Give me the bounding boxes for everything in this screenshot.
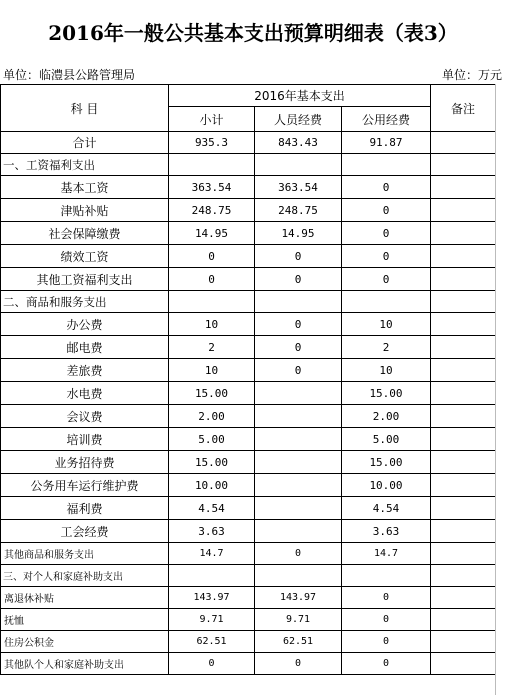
cell-public: 0 [342, 176, 431, 199]
empty-cell [342, 291, 431, 313]
cell-note [431, 653, 496, 675]
row-label: 津贴补贴 [1, 199, 169, 222]
row-label: 会议费 [1, 405, 169, 428]
cell-note [431, 520, 496, 543]
empty-cell [169, 291, 255, 313]
cell-personnel [255, 451, 342, 474]
cell-subtotal: 15.00 [169, 451, 255, 474]
header-subject: 科 目 [1, 85, 169, 132]
table-row [1, 245, 496, 268]
cell-note [431, 474, 496, 497]
cell-note [431, 609, 496, 631]
cell-public: 0 [342, 609, 431, 631]
empty-cell [255, 565, 342, 587]
row-label: 绩效工资 [1, 245, 169, 268]
row-label: 社会保障缴费 [1, 222, 169, 245]
cell-public: 0 [342, 199, 431, 222]
cell-public: 0 [342, 245, 431, 268]
table-row [1, 520, 496, 543]
cell-public: 3.63 [342, 520, 431, 543]
table-row [1, 313, 496, 336]
unit-row [0, 62, 506, 84]
table-row [1, 382, 496, 405]
cell-note [431, 359, 496, 382]
header-public: 公用经费 [342, 107, 431, 132]
cell-personnel: 14.95 [255, 222, 342, 245]
cell-public: 0 [342, 587, 431, 609]
cell-public: 10 [342, 313, 431, 336]
cell-personnel [255, 382, 342, 405]
section-row [1, 154, 496, 176]
cell-subtotal: 143.97 [169, 587, 255, 609]
table-row [1, 359, 496, 382]
table-row [1, 587, 496, 609]
cell-personnel [255, 405, 342, 428]
cell-personnel: 248.75 [255, 199, 342, 222]
cell-personnel: 843.43 [255, 132, 342, 154]
header-personnel: 人员经费 [255, 107, 342, 132]
table-row [1, 428, 496, 451]
table-row [1, 653, 496, 675]
cell-public: 0 [342, 222, 431, 245]
cell-public: 14.7 [342, 543, 431, 565]
page-title: 2016年一般公共基本支出预算明细表（表3） [48, 20, 458, 45]
cell-personnel: 0 [255, 268, 342, 291]
empty-cell [431, 565, 496, 587]
cell-note [431, 451, 496, 474]
row-label: 合计 [1, 132, 169, 154]
cell-public: 0 [342, 268, 431, 291]
table-row [1, 222, 496, 245]
cell-subtotal: 5.00 [169, 428, 255, 451]
table-body [1, 132, 496, 675]
row-label: 工会经费 [1, 520, 169, 543]
row-label: 差旅费 [1, 359, 169, 382]
cell-public: 2.00 [342, 405, 431, 428]
cell-note [431, 176, 496, 199]
cell-personnel: 9.71 [255, 609, 342, 631]
empty-cell [169, 154, 255, 176]
table-row [1, 451, 496, 474]
budget-table [0, 84, 496, 675]
row-label: 培训费 [1, 428, 169, 451]
cell-note [431, 587, 496, 609]
section-label: 三、对个人和家庭补助支出 [1, 565, 169, 587]
cell-personnel: 0 [255, 653, 342, 675]
cell-personnel: 363.54 [255, 176, 342, 199]
cell-personnel: 62.51 [255, 631, 342, 653]
cell-personnel: 0 [255, 313, 342, 336]
unit-currency: 单位：万元 [441, 68, 502, 82]
cell-public: 15.00 [342, 451, 431, 474]
cell-subtotal: 0 [169, 268, 255, 291]
empty-cell [255, 154, 342, 176]
table-row [1, 631, 496, 653]
empty-cell [169, 565, 255, 587]
sheet-edge [495, 84, 506, 695]
cell-subtotal: 0 [169, 245, 255, 268]
cell-public: 15.00 [342, 382, 431, 405]
table-row [1, 497, 496, 520]
cell-subtotal: 62.51 [169, 631, 255, 653]
empty-cell [431, 291, 496, 313]
cell-public: 4.54 [342, 497, 431, 520]
cell-personnel: 0 [255, 543, 342, 565]
cell-personnel [255, 474, 342, 497]
cell-subtotal: 3.63 [169, 520, 255, 543]
cell-note [431, 405, 496, 428]
cell-note [431, 132, 496, 154]
cell-note [431, 245, 496, 268]
cell-personnel: 0 [255, 245, 342, 268]
table-row [1, 405, 496, 428]
cell-subtotal: 10 [169, 359, 255, 382]
cell-personnel [255, 497, 342, 520]
cell-personnel: 0 [255, 359, 342, 382]
unit-organization: 单位：临澧县公路管理局 [3, 68, 136, 82]
cell-subtotal: 9.71 [169, 609, 255, 631]
table-row [1, 132, 496, 154]
row-label: 业务招待费 [1, 451, 169, 474]
cell-public: 5.00 [342, 428, 431, 451]
cell-public: 0 [342, 631, 431, 653]
cell-subtotal: 15.00 [169, 382, 255, 405]
table-row [1, 268, 496, 291]
row-label: 福利费 [1, 497, 169, 520]
row-label: 抚恤 [1, 609, 169, 631]
section-row [1, 291, 496, 313]
row-label: 公务用车运行维护费 [1, 474, 169, 497]
row-label: 住房公积金 [1, 631, 169, 653]
header-note: 备注 [431, 85, 496, 132]
cell-subtotal: 935.3 [169, 132, 255, 154]
cell-personnel [255, 520, 342, 543]
cell-note [431, 268, 496, 291]
cell-subtotal: 248.75 [169, 199, 255, 222]
header-subtotal: 小计 [169, 107, 255, 132]
cell-public: 10 [342, 359, 431, 382]
cell-note [431, 543, 496, 565]
row-label: 办公费 [1, 313, 169, 336]
empty-cell [342, 565, 431, 587]
table-row [1, 474, 496, 497]
cell-subtotal: 14.7 [169, 543, 255, 565]
cell-public: 2 [342, 336, 431, 359]
empty-cell [431, 154, 496, 176]
row-label: 水电费 [1, 382, 169, 405]
table-row [1, 609, 496, 631]
section-label: 一、工资福利支出 [1, 154, 169, 176]
cell-note [431, 313, 496, 336]
table-row [1, 543, 496, 565]
cell-subtotal: 2 [169, 336, 255, 359]
cell-note [431, 428, 496, 451]
cell-subtotal: 14.95 [169, 222, 255, 245]
row-label: 其他商品和服务支出 [1, 543, 169, 565]
cell-note [431, 497, 496, 520]
cell-subtotal: 4.54 [169, 497, 255, 520]
cell-personnel: 143.97 [255, 587, 342, 609]
cell-public: 0 [342, 653, 431, 675]
cell-public: 91.87 [342, 132, 431, 154]
row-label: 其他工资福利支出 [1, 268, 169, 291]
table-row [1, 176, 496, 199]
section-row [1, 565, 496, 587]
cell-subtotal: 10 [169, 313, 255, 336]
cell-note [431, 199, 496, 222]
empty-cell [342, 154, 431, 176]
cell-subtotal: 10.00 [169, 474, 255, 497]
empty-cell [255, 291, 342, 313]
cell-public: 10.00 [342, 474, 431, 497]
header-group: 2016年基本支出 [169, 85, 431, 107]
row-label: 其他队个人和家庭补助支出 [1, 653, 169, 675]
cell-note [431, 222, 496, 245]
cell-personnel: 0 [255, 336, 342, 359]
row-label: 离退休补贴 [1, 587, 169, 609]
cell-note [431, 382, 496, 405]
section-label: 二、商品和服务支出 [1, 291, 169, 313]
cell-subtotal: 2.00 [169, 405, 255, 428]
table-row [1, 336, 496, 359]
cell-note [431, 336, 496, 359]
cell-subtotal: 0 [169, 653, 255, 675]
row-label: 基本工资 [1, 176, 169, 199]
cell-personnel [255, 428, 342, 451]
table-row [1, 199, 496, 222]
row-label: 邮电费 [1, 336, 169, 359]
cell-subtotal: 363.54 [169, 176, 255, 199]
cell-note [431, 631, 496, 653]
